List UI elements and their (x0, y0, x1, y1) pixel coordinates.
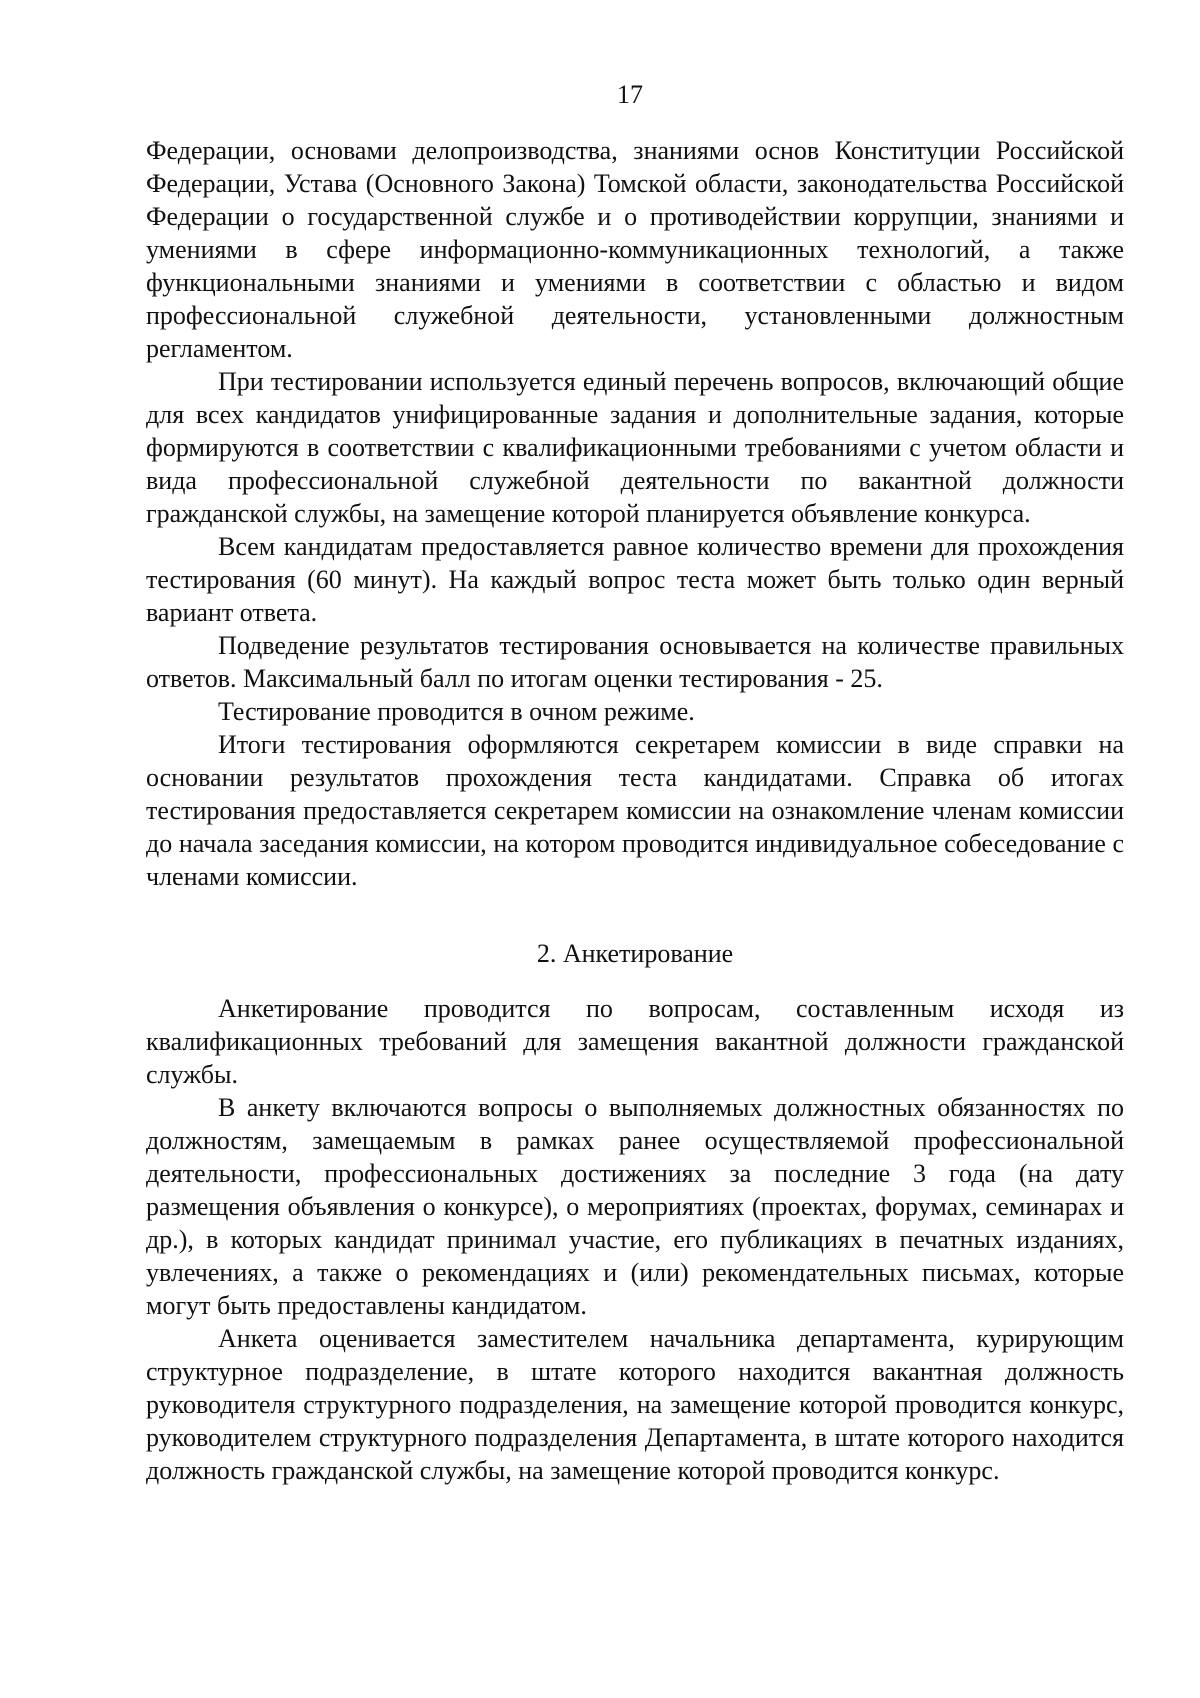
paragraph-testing-results: Подведение результатов тестирования основывается на количестве правильных ответов. Максимальный балл по итогам оценки тестирования - 25. (146, 631, 1124, 693)
paragraph-testing-time: Всем кандидатам предоставляется равное количество времени для прохождения тестирования (60 минут). На каждый вопрос теста может быть только один верный вариант ответа. (146, 532, 1124, 627)
paragraph-testing-summary: Итоги тестирования оформляются секретарем комиссии в виде справки на основании результатов прохождения теста кандидатами. Справка об итогах тестирования предоставляется секретарем комиссии на ознакомление членам комиссии до начала заседания комиссии, на котором проводится индивидуальное собеседование с членами комиссии. (146, 730, 1124, 891)
paragraph-survey-intro: Анкетирование проводится по вопросам, составленным исходя из квалификационных требований для замещения вакантной должности гражданской службы. (146, 994, 1124, 1089)
paragraph-testing-questions: При тестировании используется единый перечень вопросов, включающий общие для всех кандидатов унифицированные задания и дополнительные задания, которые формируются в соответствии с квалификационными требованиями с учетом области и вида профессиональной служебной деятельности по вакантной должности гражданской службы, на замещение которой планируется объявление конкурса. (146, 367, 1124, 528)
paragraph-survey-evaluation: Анкета оценивается заместителем начальника департамента, курирующим структурное подразделение, в штате которого находится вакантная должность руководителя структурного подразделения, на замещение которой проводится конкурс, руководителем структурного подразделения Департамента, в штате которого находится должность гражданской службы, на замещение которой проводится конкурс. (146, 1324, 1124, 1485)
document-body (146, 134, 1124, 1487)
paragraph-survey-questions: В анкету включаются вопросы о выполняемых должностных обязанностях по должностям, замещаемым в рамках ранее осуществляемой профессиональной деятельности, профессиональных достижениях за последние 3 года (на дату размещения объявления о конкурсе), о мероприятиях (проектах, форумах, семинарах и др.), в которых кандидат принимал участие, его публикациях в печатных изданиях, увлечениях, а также о рекомендациях и (или) рекомендательных письмах, которые могут быть предоставлены кандидатом. (146, 1093, 1124, 1320)
paragraph-continuation: Федерации, основами делопроизводства, знаниями основ Конституции Российской Федерации, Устава (Основного Закона) Томской области, законодательства Российской Федерации о государственной службе и о противодействии коррупции, знаниями и умениями в сфере информационно-коммуникационных технологий, а также функциональными знаниями и умениями в соответствии с областью и видом профессиональной служебной деятельности, установленными должностным регламентом. (146, 136, 1124, 363)
section-heading: 2. Анкетирование (536, 939, 734, 968)
page-number: 17 (617, 80, 643, 109)
paragraph-testing-mode: Тестирование проводится в очном режиме. (218, 697, 695, 726)
